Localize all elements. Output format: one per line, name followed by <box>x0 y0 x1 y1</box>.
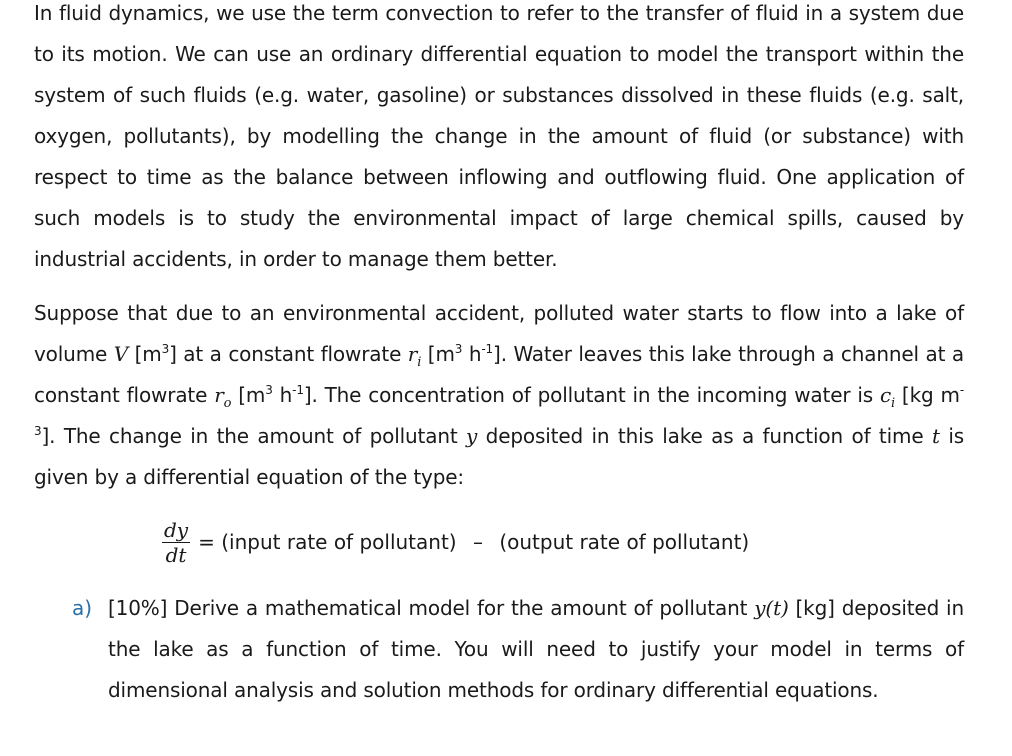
math-pollutant-function: y(t) <box>754 596 789 620</box>
text-segment: [m <box>128 342 162 366</box>
text-segment: ]. The concentration of pollutant in the incoming water is <box>303 383 880 407</box>
math-outflow-rate: r <box>214 383 224 407</box>
superscript: 3 <box>454 342 463 356</box>
differential-equation <box>162 512 749 572</box>
text-segment: [m <box>231 383 266 407</box>
math-volume: V <box>113 342 129 366</box>
text-segment: h <box>272 383 293 407</box>
minus-sign: – <box>472 530 483 554</box>
subscript: o <box>223 396 232 411</box>
subscript: i <box>891 396 896 411</box>
subscript: i <box>417 355 422 370</box>
text-segment: deposited in this lake as a function of time <box>477 424 932 448</box>
superscript: 3 <box>161 342 170 356</box>
math-concentration: c <box>879 383 891 407</box>
text-segment: [kg m <box>895 383 960 407</box>
item-label: a) <box>72 596 93 620</box>
text-segment: ] at a constant flowrate <box>169 342 408 366</box>
problem-paragraph <box>34 293 964 498</box>
text-segment: h <box>462 342 482 366</box>
math-inflow-rate: r <box>407 342 418 366</box>
superscript: 3 <box>265 383 273 397</box>
intro-paragraph: In fluid dynamics, we use the term convection to refer to the transfer of fluid in a system due to its motion. We can use an ordinary differential equation to model the transport within the system of such fluids (e.g. water, gasoline) or substances dissolved in these fluids (e.g. salt, oxygen, pollutants), by modelling the change in the amount of fluid (or substance) with respect to time as the balance between inflowing and outflowing fluid. One application of such models is to study the environmental impact of large chemical spills, caused by industrial accidents, in order to manage them better. <box>34 1 964 271</box>
document-body <box>34 0 964 498</box>
text-segment: [kg] deposited in the lake as a function of time. You will need to justify your model in terms of dimensional analysis and solution methods for ordinary differential equations. <box>108 596 964 702</box>
question-item-a <box>72 588 964 711</box>
equation-rhs <box>198 530 749 554</box>
text-segment: ]. The change in the amount of pollutant <box>41 424 467 448</box>
fraction-denominator: dt <box>165 542 187 567</box>
output-rate-term: (output rate of pollutant) <box>499 530 750 554</box>
item-body <box>108 588 964 711</box>
superscript: -1 <box>481 342 494 356</box>
math-time: t <box>931 424 940 448</box>
text-segment: [m <box>421 342 455 366</box>
text-segment: [10%] Derive a mathematical model for the amount of pollutant <box>108 596 755 620</box>
text-segment: is given by a differential equation of the type: <box>34 424 964 489</box>
input-rate-term: (input rate of pollutant) <box>221 530 457 554</box>
superscript: -1 <box>292 383 304 397</box>
superscript: -3 <box>34 383 964 438</box>
equals-sign: = <box>198 530 215 554</box>
math-pollutant: y <box>466 424 478 448</box>
text-segment: ]. Water leaves this lake through a channel at a constant flowrate <box>34 342 964 407</box>
text-segment: Suppose that due to an environmental accident, polluted water starts to flow into a lake of volume <box>34 301 964 366</box>
fraction-numerator: dy <box>164 517 189 542</box>
derivative-fraction <box>162 518 190 567</box>
